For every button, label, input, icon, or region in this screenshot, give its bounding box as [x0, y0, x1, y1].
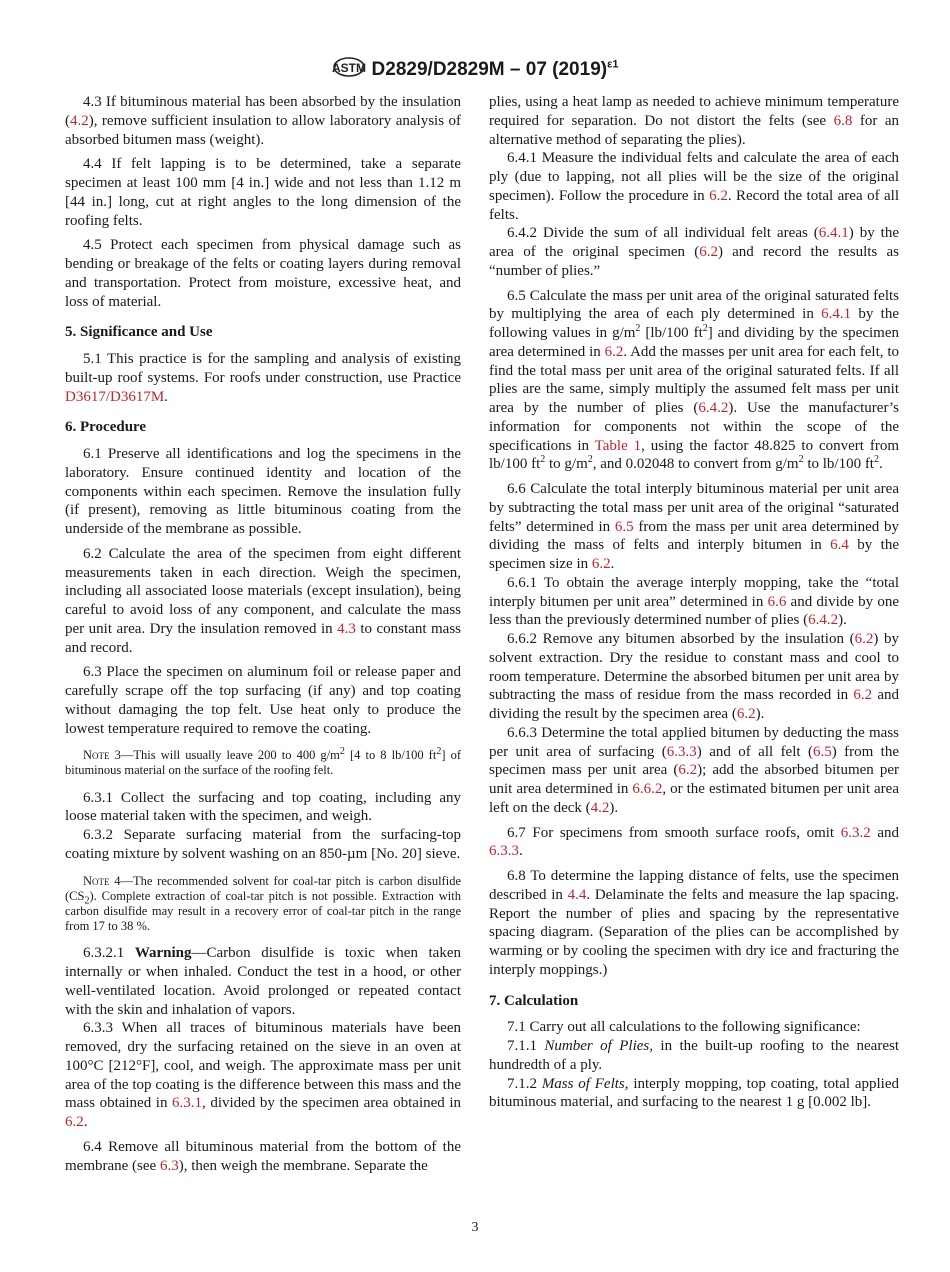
cross-reference-link[interactable]: 6.4.2 [808, 612, 839, 629]
text: 7.1 Carry out all calculations to the following significance: [507, 1019, 861, 1036]
text: , and 0.02048 to convert from g/m [592, 456, 799, 473]
text: 6.4.1 Measure the individual felts and calculate the area of each ply (due to lapping, not all plies will be the size of the original specimen). Follow the procedure in [489, 150, 899, 204]
text: ). [755, 706, 765, 722]
paragraph [489, 867, 899, 980]
cross-reference-link[interactable]: 6.3.3 [666, 743, 697, 760]
text: ] and dividing by the specimen area determined in [489, 325, 899, 360]
text: . Delaminate the felts and measure the lap spacing. Report the number of plies and spacing by the representative spacing diagram. (Separation of the plies can be accomplished by warming or by cooling the specimen with dry ice and fracturing the interply moppings.) [489, 886, 900, 978]
text: ), remove sufficient insulation to allow laboratory analysis of absorbed bitumen mass (weight). [65, 112, 461, 148]
sup: 2 [702, 323, 708, 334]
paragraph [489, 93, 899, 149]
paragraph [65, 350, 461, 406]
text: 6.6.2 Remove any bitumen absorbed by the insulation ( [507, 631, 855, 647]
paragraph [489, 1037, 899, 1075]
text: ] of bituminous material on the surface of the roofing felt. [65, 748, 461, 778]
text: [lb/100 ft [640, 325, 703, 341]
text: 4.3 If bituminous material has been absorbed by the insulation ( [65, 94, 461, 129]
section-heading [489, 992, 899, 1011]
term-label: Number of Plies, [544, 1038, 653, 1054]
svg-text:ASTM: ASTM [331, 61, 366, 75]
astm-logo-icon [332, 52, 366, 88]
paragraph [65, 1138, 461, 1176]
sup: 2 [873, 454, 879, 466]
sup: 2 [540, 454, 546, 466]
text: 7.1.2 [507, 1075, 542, 1092]
text: from the mass per unit area determined by dividing the mass of felts and interply bitumen in [489, 518, 899, 554]
cross-reference-link[interactable]: 6.2 [65, 1114, 84, 1131]
cross-reference-link[interactable]: 6.2 [736, 706, 756, 722]
document-header [0, 52, 950, 88]
cross-reference-link[interactable]: 4.3 [337, 620, 356, 637]
text: for an alternative method of separating the plies). [489, 112, 899, 148]
text: interply mopping, top coating, total applied bituminous material, and surfacing to the nearest 1 g [0.002 lb]. [489, 1075, 899, 1111]
paragraph [65, 236, 461, 311]
text: 5.1 This practice is for the sampling and analysis of existing built-up roof systems. For roofs under construction, use Practice [65, 351, 461, 386]
text: by the following values in g/m [489, 306, 899, 341]
cross-reference-link[interactable]: 6.4.1 [818, 225, 849, 242]
text: ) and of all felt ( [696, 743, 813, 760]
text: 6.6 Calculate the total interply bituminous material per unit area by subtracting the total mass per unit area of the original “saturated felts” determined in [489, 481, 899, 535]
cross-reference-link[interactable]: 6.2 [604, 343, 624, 360]
text: , or the estimated bitumen per unit area left on the deck ( [489, 781, 899, 816]
warning-label: Warning [134, 945, 192, 962]
text: and divide by one less than the previously determined number of plies ( [489, 593, 899, 629]
cross-reference-link[interactable]: 4.4 [567, 886, 587, 903]
text: , using the factor 48.825 to convert from lb/100 ft [489, 437, 899, 473]
text: 4.4 If felt lapping is to be determined, take a separate specimen at least 100 mm [4 in.] wide and not less than 1.12 m [44 in.] long, cut at right angles to the long dimension of the roofing felts. [65, 156, 461, 229]
text: ); add the absorbed bitumen per unit area determined in [489, 762, 899, 797]
text: . Record the total area of all felts. [489, 187, 899, 223]
text: 6.3.1 Collect the surfacing and top coating, including any loose material taken with the specimen, and weigh. [65, 789, 461, 825]
cross-reference-link[interactable]: Table 1 [594, 437, 642, 454]
text: ), then weigh the membrane. Separate the [178, 1157, 428, 1174]
paragraph [489, 224, 899, 280]
text: ) and record the results as “number of plies.” [489, 244, 899, 279]
sub: 2 [84, 895, 90, 907]
paragraph [489, 574, 899, 630]
text: 5. Significance and Use [65, 324, 213, 341]
text: , divided by the specimen area obtained in [202, 1095, 462, 1112]
cross-reference-link[interactable]: 6.5 [812, 743, 832, 760]
text: 4—The recommended solvent for coal-tar pitch is carbon disulfide (CS [65, 873, 461, 903]
paragraph [489, 1075, 899, 1113]
cross-reference-link[interactable]: 6.3.2 [840, 824, 871, 841]
text: and [870, 824, 899, 841]
cross-reference-link[interactable]: 6.6.2 [632, 781, 663, 797]
cross-reference-link[interactable]: D3617/D3617M [65, 388, 165, 405]
sup: 2 [635, 323, 641, 334]
sup: 2 [587, 454, 593, 466]
note-label: Note [83, 748, 110, 763]
cross-reference-link[interactable]: 6.6 [767, 593, 787, 610]
section-heading [65, 323, 461, 342]
paragraph [65, 155, 461, 230]
paragraph [489, 149, 899, 224]
text: 6.4 Remove all bituminous material from the bottom of the membrane (see [65, 1138, 461, 1174]
text: ) from the specimen mass per unit area ( [489, 743, 899, 779]
cross-reference-link[interactable]: 6.3 [159, 1157, 179, 1174]
text: 6.7 For specimens from smooth surface roofs, omit [507, 824, 841, 841]
left-column [65, 93, 461, 1181]
cross-reference-link[interactable]: 6.2 [709, 187, 728, 204]
text: to g/m [545, 456, 588, 473]
text: . [519, 843, 523, 860]
text: . [164, 388, 168, 405]
note-label: Note [83, 873, 110, 888]
page-number: 3 [471, 1220, 479, 1235]
note [65, 874, 461, 935]
paragraph [489, 287, 899, 475]
text: 6.6.3 Determine the total applied bitumen by deducting the mass per unit area of surfacing ( [489, 724, 899, 760]
cross-reference-link[interactable]: 6.2 [853, 687, 873, 704]
cross-reference-link[interactable]: 4.2 [590, 799, 610, 816]
cross-reference-link[interactable]: 6.4.1 [821, 306, 852, 323]
text: 6.5 Calculate the mass per unit area of the original saturated felts by multiplying the area of each ply determined in [489, 287, 899, 323]
text: 6.8 To determine the lapping distance of felts, use the specimen described in [489, 868, 899, 903]
paragraph [489, 1018, 899, 1037]
paragraph [65, 663, 461, 738]
text: . [610, 556, 615, 572]
section-heading [65, 418, 461, 437]
cross-reference-link[interactable]: 6.3.3 [489, 843, 519, 860]
cross-reference-link[interactable]: 6.4.2 [698, 400, 729, 416]
text: 6.1 Preserve all identifications and log the specimens in the laboratory. Ensure continued identity and location of the components within each specimen. Remove the insulation fully (if present), removing as little bituminous coating from the underside of the membrane as possible. [65, 446, 461, 537]
paragraph [489, 724, 899, 818]
text: and dividing the result by the specimen area ( [489, 687, 899, 722]
cross-reference-link[interactable]: 6.2 [699, 244, 718, 260]
cross-reference-link[interactable]: 6.3.1 [172, 1095, 203, 1112]
paragraph [65, 445, 461, 539]
sup: 2 [436, 746, 442, 758]
cross-reference-link[interactable]: 6.2 [678, 762, 698, 779]
text: 6.3.3 When all traces of bituminous materials have been removed, dry the surfacing retained on the sieve in an oven at 100°C [212°F], cool, and weigh. The approximate mass per unit area of the top coating is the difference between this mass and the mass obtained in [65, 1020, 461, 1112]
paragraph [489, 630, 899, 724]
sup: 2 [798, 454, 804, 466]
right-column [489, 93, 899, 1118]
text: in the built-up roofing to the nearest hundredth of a ply. [489, 1038, 900, 1073]
term-label: Mass of Felts, [541, 1075, 629, 1092]
cross-reference-link[interactable]: 6.5 [614, 518, 634, 535]
paragraph [65, 826, 461, 864]
text: ). [609, 799, 619, 816]
text: . Add the masses per unit area for each felt, to find the total mass per unit area of the original saturated felts. If all plies are the same, simply multiply the assumed felt mass per unit area by the number of plies ( [489, 343, 900, 416]
cross-reference-link[interactable]: 6.2 [854, 631, 874, 647]
text: —Carbon disulfide is toxic when taken internally or when inhaled. Conduct the test in a hood, or other well-ventilated location. Avoid prolonged or repeated contact with the skin and inhalation of vapors. [65, 945, 462, 1018]
text: 7.1.1 [507, 1038, 545, 1054]
sup: 2 [339, 746, 345, 758]
paragraph [65, 1019, 461, 1132]
text: 6.3.2 Separate surfacing material from the surfacing-top coating mixture by solvent washing on an 850-µm [No. 20] sieve. [65, 827, 461, 862]
paragraph [489, 480, 899, 574]
text: 3—This will usually leave 200 to 400 g/m [109, 748, 340, 763]
text: 6.4.2 Divide the sum of all individual felt areas ( [507, 225, 819, 242]
text: 7. Calculation [489, 992, 579, 1009]
text: 6.6.1 To obtain the average interply mopping, take the “total interply bitumen per unit area” determined in [489, 574, 899, 610]
designation-superscript: ε1 [607, 58, 619, 71]
text: 4.5 Protect each specimen from physical damage such as bending or breakage of the felts or coating layers during removal and transportation. Protect from moisture, excessive heat, and loss of material. [65, 237, 461, 310]
designation: D2829/D2829M – 07 (2019) [371, 59, 608, 81]
text: plies, using a heat lamp as needed to achieve minimum temperature required for separation. Do not distort the felts (see [489, 94, 899, 129]
cross-reference-link[interactable]: 4.2 [70, 112, 89, 129]
cross-reference-link[interactable]: 6.4 [830, 537, 849, 554]
note [65, 748, 461, 778]
text: ). [838, 612, 847, 629]
text: 6.2 Calculate the area of the specimen from eight different measurements taken in each direction. Weigh the specimen, including all associated loose materials (except insulation), being careful to avoid loss of any component, and calculate the mass per unit area. Dry the insulation removed in [65, 545, 461, 637]
text: ) by solvent extraction. Dry the residue to constant mass and cool to room temperature. Determine the absorbed bitumen per unit area by subtracting the mass of residue from the mass recorded in [489, 631, 899, 704]
text: ). Use the manufacturer’s information for components not within the scope of the specifications in [489, 400, 899, 454]
text: to lb/100 ft [803, 456, 874, 473]
text: ) by the area of the original specimen ( [489, 225, 899, 260]
paragraph [65, 93, 461, 149]
text: to constant mass and record. [65, 620, 462, 656]
text: 6. Procedure [65, 419, 147, 436]
cross-reference-link[interactable]: 6.2 [591, 556, 611, 572]
text: by the specimen size in [489, 537, 899, 572]
text: ). Complete extraction of coal-tar pitch is not possible. Extraction with carbon disulfide may result in a recovery error of coal-tar pitch in the range from 17 to 38 %. [65, 888, 461, 934]
text: 6.3.2.1 [83, 945, 135, 962]
paragraph [489, 824, 899, 862]
text: 6.3 Place the specimen on aluminum foil or release paper and carefully scrape off the top surfacing (if any) and top coating without damaging the top felt. Use heat only to produce the lowest temperature required to remove the coating. [65, 664, 461, 737]
text: . [878, 456, 883, 473]
paragraph [65, 944, 461, 1019]
paragraph [65, 545, 461, 658]
cross-reference-link[interactable]: 6.8 [833, 112, 853, 129]
paragraph [65, 789, 461, 827]
text: [4 to 8 lb/100 ft [344, 748, 437, 763]
text: . [83, 1114, 88, 1131]
